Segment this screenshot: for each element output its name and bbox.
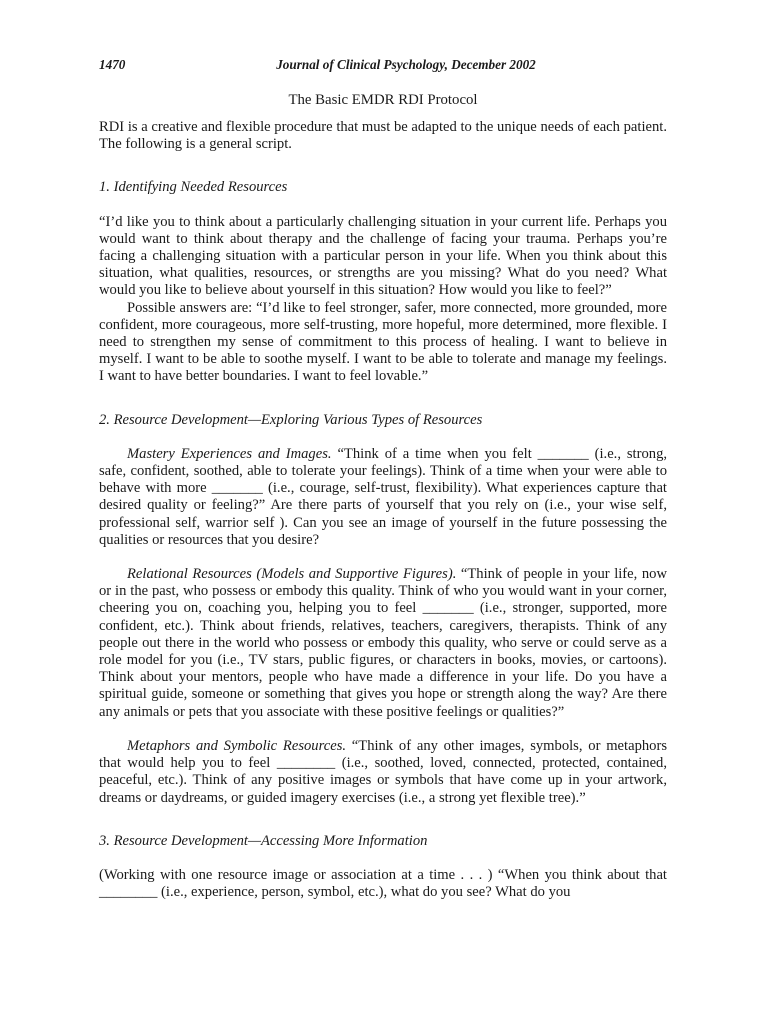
intro-paragraph: RDI is a creative and flexible procedure that must be adapted to the unique needs of each patient. The following is a general script. xyxy=(99,119,667,153)
relational-lead-in: Relational Resources (Models and Supportive Figures). xyxy=(127,566,457,583)
journal-page xyxy=(99,55,667,901)
protocol-title: The Basic EMDR RDI Protocol xyxy=(288,92,478,108)
section-2-heading: 2. Resource Development—Exploring Various Types of Resources xyxy=(99,411,483,428)
section-3-heading: 3. Resource Development—Accessing More Information xyxy=(99,832,428,849)
journal-title: Journal of Clinical Psychology, December 2002 xyxy=(276,57,536,72)
metaphor-paragraph xyxy=(99,738,667,807)
section-1-heading: 1. Identifying Needed Resources xyxy=(99,179,288,196)
section-1-paragraph-1: “I’d like you to think about a particularly challenging situation in your current life. Perhaps you would want to think about therapy and the challenge of facing your trauma. Perhaps you’re facing a challenging situation with a particular person in your life. When you think about this situation, what qualities, resources, or strengths are you missing? What do you need? What would you like to believe about yourself in this situation? How would you like to feel?” xyxy=(99,213,667,299)
mastery-text: “Think of a time when you felt _______ (i.e., strong, safe, confident, soothed, able to tolerate your feelings). Think of a time when your were able to behave with more _______ (i.e., courage, self-trust, flexibility). What experiences capture that desired quality or feeling?” Are there parts of yourself that you rely on (i.e., your wise self, professional self, warrior self ). Can you see an image of yourself in the future possessing the qualities or resources that you desire? xyxy=(99,445,668,548)
page-number: 1470 xyxy=(99,57,126,72)
relational-text: “Think of people in your life, now or in the past, who possess or embody this quality. Think of who you would want in your corner, cheering you on, coaching you, helping you to feel _______ (i.e., stronger, supported, more confident, etc.). Think about friends, relatives, teachers, caregivers, therapists. Think of any people out there in the world who possess or embody this quality, who serve or could serve as a role model for you (i.e., TV stars, public figures, or characters in books, movies, or cartoons). Think about your mentors, people who have made a difference in your life. Do you have a spiritual guide, someone or something that gives you hope or strength along the way? Are there any animals or pets that you associate with these positive feelings or qualities?” xyxy=(99,566,667,720)
section-3-paragraph-1: (Working with one resource image or association at a time . . . ) “When you think about that ________ (i.e., experience, person, symbol, etc.), what do you see? What do you xyxy=(99,866,667,901)
section-1-paragraph-2: Possible answers are: “I’d like to feel stronger, safer, more connected, more grounded, more confident, more courageous, more self-trusting, more hopeful, more determined, more flexible. I need to strengthen my sense of commitment to this process of healing. I want to believe in myself. I want to be able to soothe myself. I want to be able to tolerate and manage my feelings. I want to have better boundaries. I want to feel lovable.” xyxy=(99,299,667,385)
running-head xyxy=(99,55,667,75)
metaphor-text: “Think of any other images, symbols, or metaphors that would help you to feel ________ (i.e., soothed, loved, connected, protected, contained, peaceful, etc.). Think of any positive images or symbols that have come up in your artwork, dreams or daydreams, or guided imagery exercises (i.e., a strong yet flexible tree).” xyxy=(99,737,667,806)
metaphor-lead-in: Metaphors and Symbolic Resources. xyxy=(127,737,347,754)
mastery-lead-in: Mastery Experiences and Images. xyxy=(127,445,332,462)
mastery-paragraph xyxy=(99,446,667,549)
relational-paragraph xyxy=(99,566,667,721)
